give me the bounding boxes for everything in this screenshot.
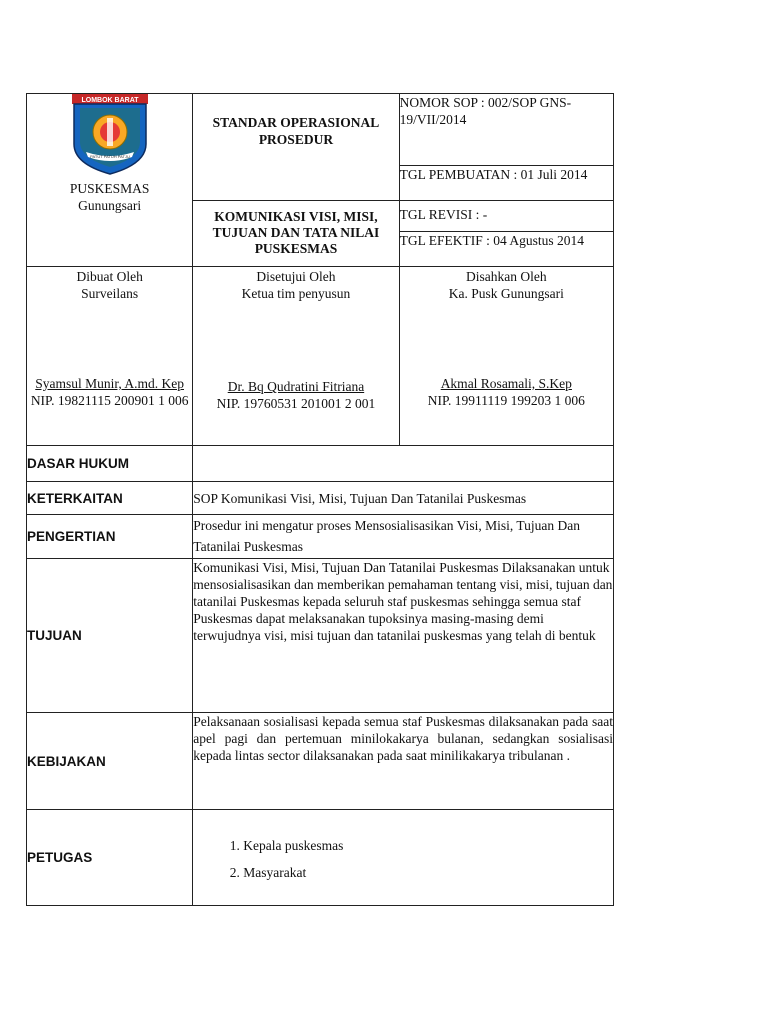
signature-role-detail: Ka. Pusk Gunungsari — [448, 286, 564, 301]
pengertian-label: PENGERTIAN — [27, 515, 193, 559]
signature-nip: NIP. 19821115 200901 1 006 — [30, 393, 189, 408]
tgl-efektif: TGL EFEKTIF : 04 Agustus 2014 — [399, 232, 613, 267]
logo-motto-text: PATUT PATUH PATJU — [89, 154, 130, 159]
tgl-revisi: TGL REVISI : - — [399, 201, 613, 232]
doc-type-cell — [193, 94, 399, 201]
dasar-hukum-label: DASAR HUKUM — [27, 446, 193, 482]
signature-name: Dr. Bq Qudratini Fitriana — [227, 379, 365, 394]
kebijakan-text: Pelaksanaan sosialisasi kepada semua staf Puskesmas dilaksanakan pada saat apel pagi dan pertemuan minilokakarya bulanan, sedangkan sosialisasi kepada lintas sector dilaksanakan pada saat minilikakarya tribulanan . — [193, 713, 614, 810]
petugas-list — [193, 832, 613, 886]
signature-approved-by — [193, 267, 399, 446]
dasar-hukum-text — [193, 446, 614, 482]
signature-role: Disetujui Oleh — [256, 269, 336, 284]
lombok-barat-logo — [70, 94, 150, 176]
doc-title-cell — [193, 201, 399, 267]
signature-name: Akmal Rosamali, S.Kep — [440, 376, 572, 391]
sop-table — [26, 93, 614, 906]
signature-nip: NIP. 19760531 201001 2 001 — [216, 396, 376, 411]
keterkaitan-text: SOP Komunikasi Visi, Misi, Tujuan Dan Tatanilai Puskesmas — [193, 482, 614, 515]
petugas-label: PETUGAS — [27, 810, 193, 906]
tujuan-text: Komunikasi Visi, Misi, Tujuan Dan Tatanilai Puskesmas Dilaksanakan untuk mensosialisasikan dan memberikan pemahaman tentang visi, misi, tujuan dan tatanilai Puskesmas kepada seluruh staf puskesmas sehingga semua staf Puskesmas dapat melaksanakan tupoksinya masing-masing demi terwujudnya visi, misi tujuan dan tatanilai puskesmas yang telah di bentuk — [193, 559, 614, 713]
list-item: 2. Masyarakat — [243, 859, 613, 886]
keterkaitan-label: KETERKAITAN — [27, 482, 193, 515]
signature-role: Dibuat Oleh — [76, 269, 143, 284]
sop-document — [26, 93, 614, 906]
org-place: Gunungsari — [78, 198, 142, 213]
kebijakan-label: KEBIJAKAN — [27, 713, 193, 810]
signature-role: Disahkan Oleh — [466, 269, 547, 284]
list-item: 1. Kepala puskesmas — [243, 832, 613, 859]
pengertian-text: Prosedur ini mengatur proses Mensosialisasikan Visi, Misi, Tujuan Dan Tatanilai Puskesmas — [193, 515, 614, 559]
tgl-pembuatan: TGL PEMBUATAN : 01 Juli 2014 — [399, 166, 613, 201]
signature-made-by — [27, 267, 193, 446]
nomor-sop: NOMOR SOP : 002/SOP GNS-19/VII/2014 — [399, 94, 613, 166]
logo-cell — [27, 94, 193, 267]
doc-title: KOMUNIKASI VISI, MISI, TUJUAN DAN TATA NILAI PUSKESMAS — [212, 209, 380, 256]
tujuan-label: TUJUAN — [27, 559, 193, 713]
signature-name: Syamsul Munir, A.md. Kep — [35, 376, 184, 391]
signature-nip: NIP. 19911119 199203 1 006 — [427, 393, 585, 408]
doc-type: STANDAR OPERASIONAL PROSEDUR — [212, 115, 380, 147]
org-name: PUSKESMAS — [69, 181, 150, 196]
logo-banner-text: LOMBOK BARAT — [81, 97, 139, 104]
signature-role-detail: Ketua tim penyusun — [241, 286, 351, 301]
petugas-cell — [193, 810, 614, 906]
signature-role-detail: Surveilans — [81, 286, 139, 301]
signature-validated-by — [399, 267, 613, 446]
